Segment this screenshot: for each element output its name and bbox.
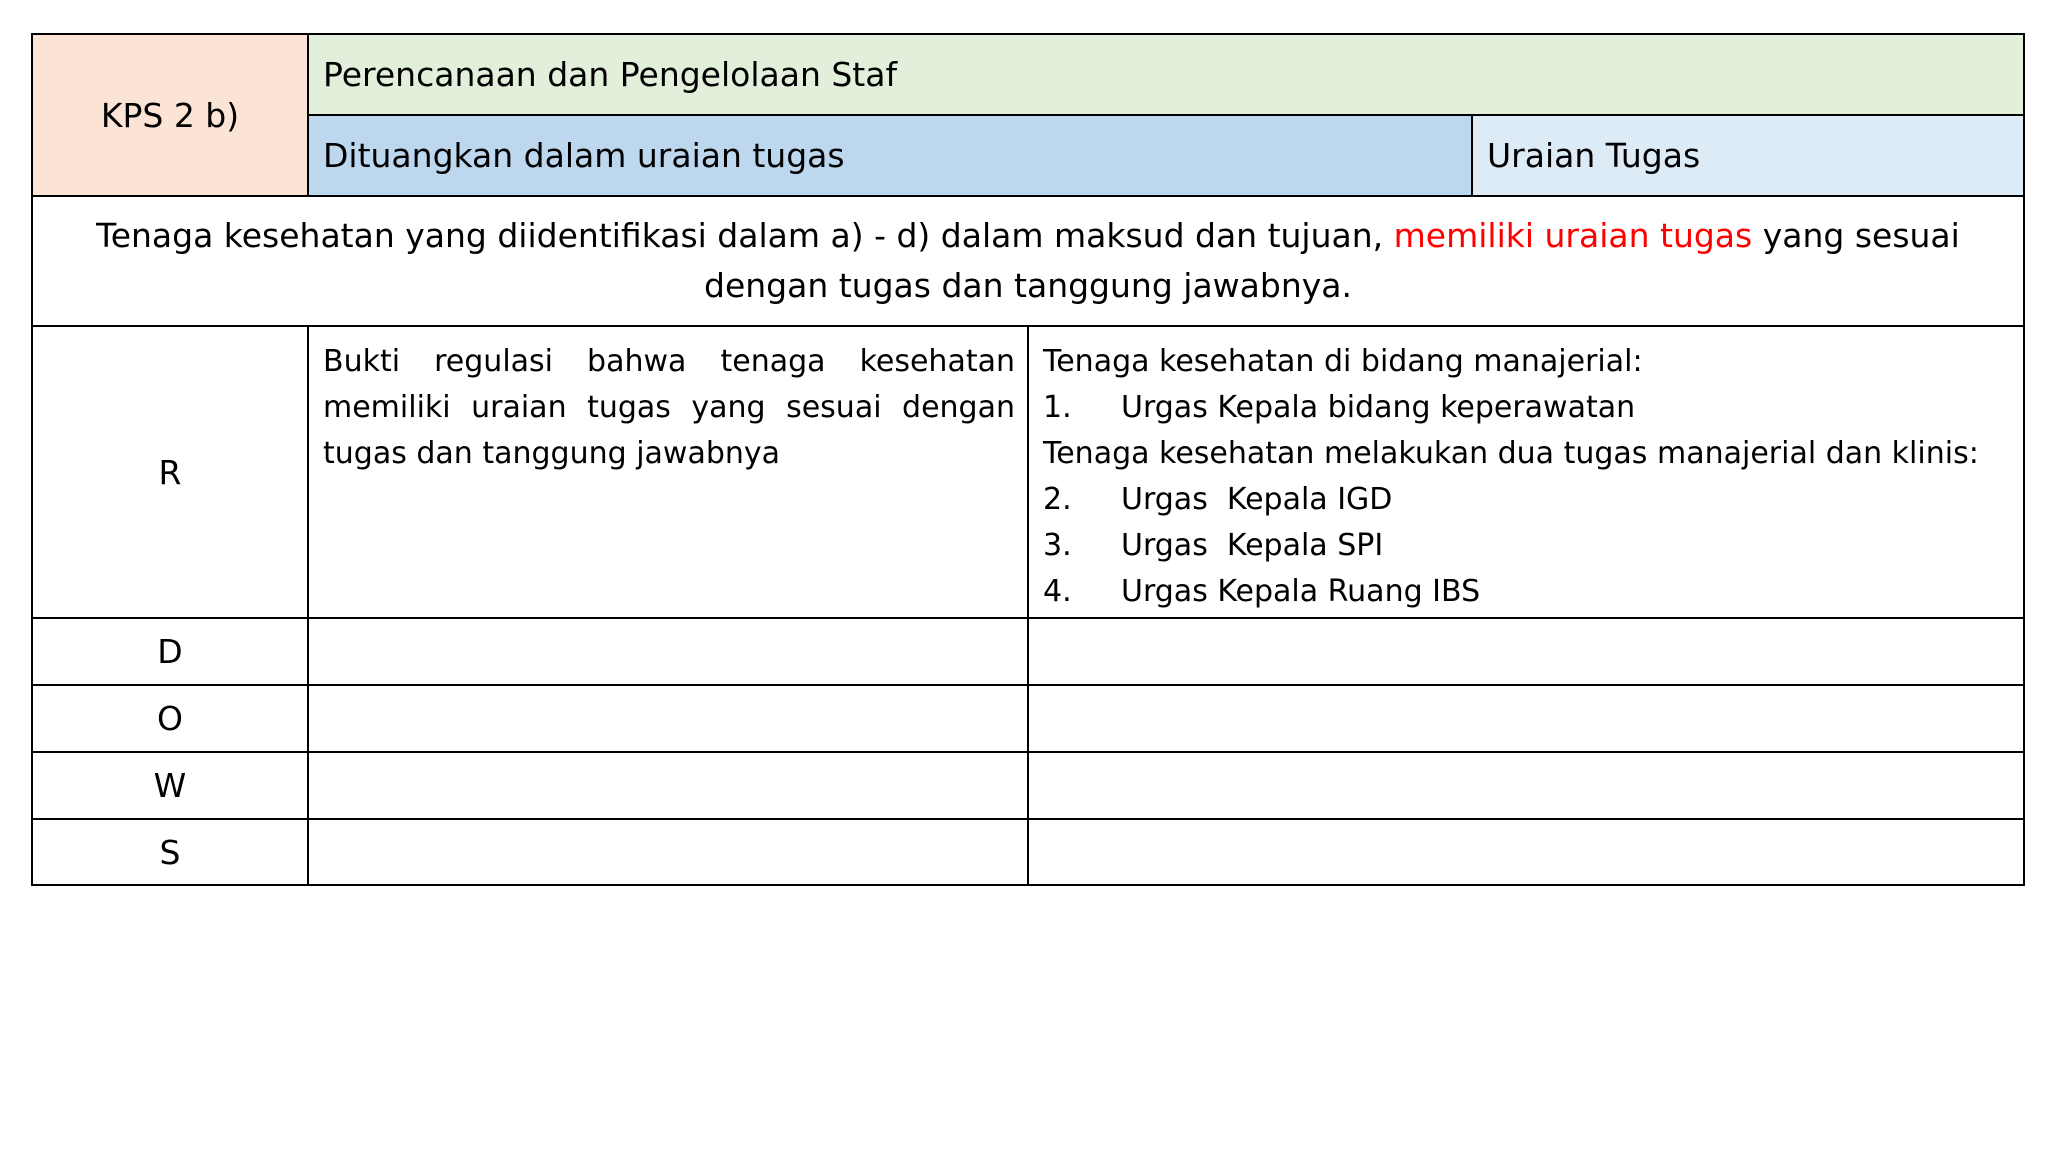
assessment-table [31,33,2025,886]
row-label-w: W [153,766,187,805]
standard-code-cell [31,33,309,197]
list-text: Urgas Kepala Ruang IBS [1121,574,1481,609]
row-evidence-cell [307,325,1029,619]
row-details-cell [1027,818,2025,886]
standard-title: Perencanaan dan Pengelolaan Staf [323,55,898,94]
statement-highlight: memiliki uraian tugas [1393,216,1753,255]
list-text: Urgas Kepala bidang keperawatan [1121,390,1636,425]
subtitle-left-cell [307,114,1473,197]
details-group-managerial: Tenaga kesehatan di bidang manajerial: [1043,344,1643,379]
standard-title-cell [307,33,2025,116]
row-evidence-cell [307,617,1029,686]
details-list-item [1043,385,2015,431]
statement-text [63,211,1993,311]
row-label-cell [31,325,309,619]
row-evidence-r: Bukti regulasi bahwa tenaga kesehatan memiliki uraian tugas yang sesuai dengan tugas dan tanggung jawabnya [323,344,1015,471]
details-list-item [1043,477,2015,523]
row-label-o: O [157,699,183,738]
row-details-cell [1027,684,2025,753]
row-details-cell [1027,617,2025,686]
row-label-d: D [157,632,183,671]
row-label-cell [31,751,309,820]
details-list-item [1043,523,2015,569]
row-label-cell [31,818,309,886]
statement-after: yang sesuai dengan tugas dan tanggung jawabnya. [704,216,1960,305]
row-details-cell [1027,751,2025,820]
list-number: 3. [1043,528,1072,563]
list-number: 2. [1043,482,1072,517]
row-details-cell [1027,325,2025,619]
list-text: Urgas Kepala SPI [1121,528,1384,563]
list-text: Urgas Kepala IGD [1121,482,1393,517]
row-label-cell [31,617,309,686]
row-label-s: S [159,832,181,872]
row-evidence-cell [307,751,1029,820]
details-list-item [1043,569,2015,615]
row-evidence-cell [307,818,1029,886]
subtitle-left: Dituangkan dalam uraian tugas [323,136,845,175]
statement-before: Tenaga kesehatan yang diidentifikasi dalam a) - d) dalam maksud dan tujuan, [96,216,1394,255]
subtitle-right: Uraian Tugas [1487,136,1701,175]
row-label-cell [31,684,309,753]
subtitle-right-cell [1471,114,2025,197]
row-label-r: R [158,452,182,492]
details-group-clinical: Tenaga kesehatan melakukan dua tugas manajerial dan klinis: [1043,436,1979,471]
row-evidence-cell [307,684,1029,753]
list-number: 4. [1043,574,1072,609]
list-number: 1. [1043,390,1072,425]
statement-cell [31,195,2025,327]
standard-code: KPS 2 b) [100,95,240,135]
